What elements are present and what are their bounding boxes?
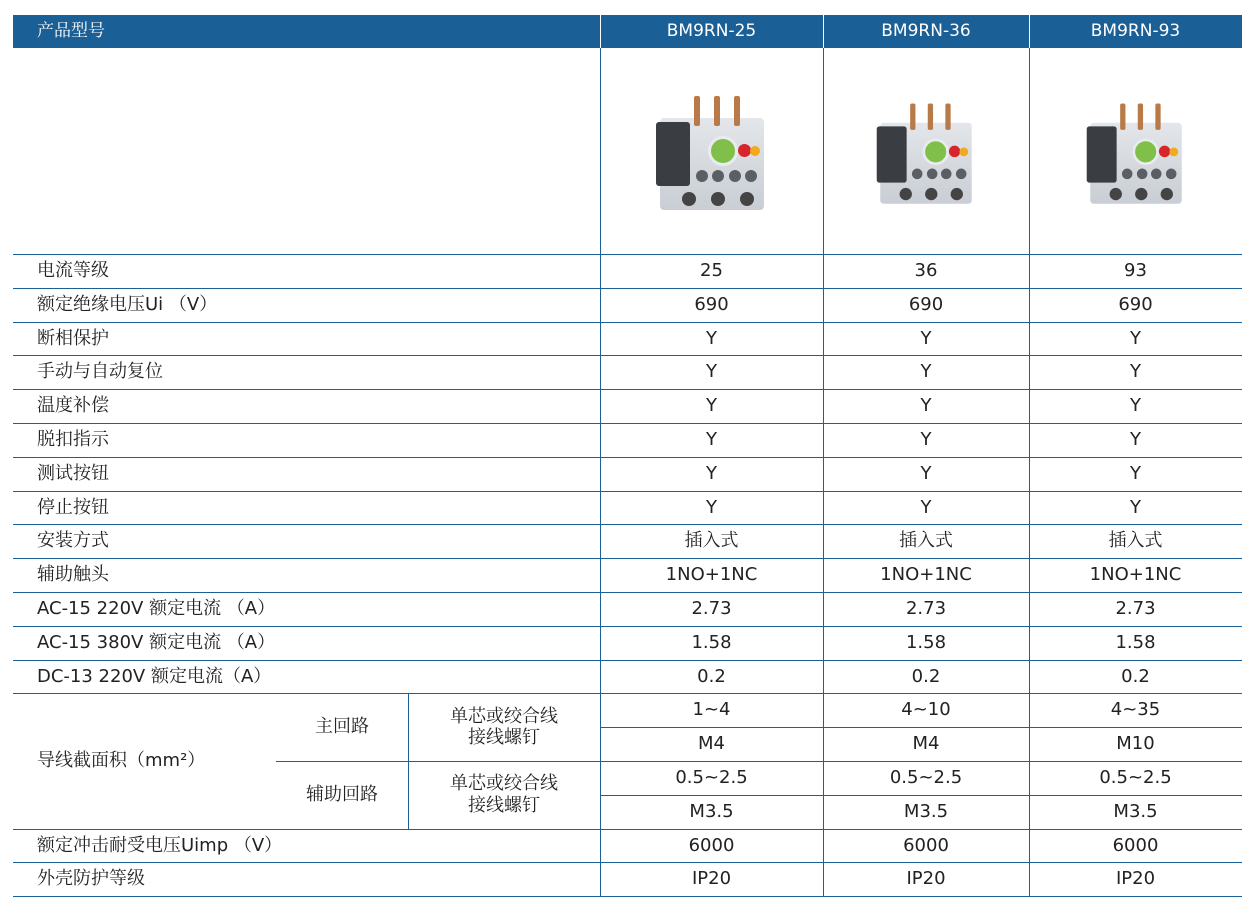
- row-label: AC-15 220V 额定电流 （A）: [37, 598, 276, 620]
- row-value: Y: [920, 327, 932, 349]
- relay-icon: [871, 103, 980, 212]
- row-label: 辅助触头: [37, 564, 109, 586]
- relay-icon: [650, 96, 774, 220]
- row-value: Y: [1130, 361, 1141, 383]
- row-value: Y: [706, 462, 717, 484]
- row-value: 插入式: [1108, 530, 1163, 552]
- main-circuit-sub: [408, 693, 600, 761]
- row-value: 25: [700, 260, 723, 282]
- wire-section-label: 导线截面积（mm²）: [37, 750, 206, 772]
- column-divider: [1029, 48, 1030, 896]
- row-value: 1.58: [691, 631, 732, 653]
- column-divider: [823, 48, 824, 896]
- row-label: AC-15 380V 额定电流 （A）: [37, 631, 276, 653]
- aux-circuit-label: 辅助回路: [306, 784, 378, 805]
- row-value: Y: [706, 429, 717, 451]
- wire-value: 4~35: [1110, 699, 1161, 721]
- wire-value: 4~10: [901, 699, 951, 721]
- row-value: 6000: [1112, 834, 1159, 856]
- screw-value: M3.5: [689, 800, 734, 822]
- row-divider: [600, 727, 1242, 728]
- row-value: 0.2: [697, 665, 726, 687]
- row-divider: [600, 795, 1242, 796]
- row-value: 2.73: [691, 598, 732, 620]
- row-value: Y: [1130, 327, 1141, 349]
- row-value: Y: [706, 395, 717, 417]
- screw-value: M3.5: [1113, 800, 1158, 822]
- row-label: 测试按钮: [37, 462, 109, 484]
- main-circuit-label: 主回路: [315, 716, 369, 738]
- row-value: 1.58: [1115, 631, 1156, 653]
- row-value: Y: [706, 327, 717, 349]
- row-label: 脱扣指示: [37, 429, 109, 451]
- screw-value: M4: [698, 733, 725, 755]
- screw-value: M3.5: [903, 800, 949, 822]
- column-divider: [1029, 15, 1030, 48]
- header-label: 产品型号: [37, 21, 105, 42]
- row-value: 0.2: [1121, 665, 1150, 687]
- sub-line: 单芯或绞合线: [450, 705, 558, 727]
- row-value: 1NO+1NC: [880, 564, 972, 586]
- row-value: 690: [908, 293, 944, 315]
- row-value: Y: [1130, 462, 1141, 484]
- row-value: 0.2: [911, 665, 941, 687]
- wire-value: 0.5~2.5: [1099, 767, 1172, 789]
- sub-line: 单芯或绞合线: [450, 773, 558, 795]
- row-label: 断相保护: [37, 327, 109, 349]
- relay-icon: [1081, 103, 1190, 212]
- model-header: BM9RN-25: [666, 21, 757, 42]
- row-value: 1NO+1NC: [665, 564, 758, 586]
- row-label: 额定冲击耐受电压Uimp （V）: [37, 834, 283, 856]
- row-value: Y: [1130, 496, 1141, 518]
- row-value: IP20: [691, 868, 732, 890]
- row-label: 手动与自动复位: [37, 361, 163, 383]
- row-value: 6000: [903, 834, 949, 856]
- sub-line: 接线螺钉: [468, 794, 540, 816]
- row-value: 93: [1124, 260, 1147, 282]
- row-value: Y: [920, 395, 932, 417]
- row-value: Y: [920, 361, 932, 383]
- row-value: 36: [914, 260, 938, 282]
- row-label: 停止按钮: [37, 496, 109, 518]
- model-header: BM9RN-93: [1090, 21, 1181, 42]
- row-value: 6000: [688, 834, 735, 856]
- row-divider: [13, 896, 1242, 897]
- screw-value: M4: [912, 733, 940, 755]
- row-value: 2.73: [1115, 598, 1156, 620]
- wire-value: 1~4: [692, 699, 731, 721]
- row-value: 690: [694, 293, 729, 315]
- row-value: 插入式: [899, 530, 953, 552]
- aux-circuit-sub: [408, 761, 600, 829]
- row-value: 1.58: [905, 631, 947, 653]
- model-header: BM9RN-36: [881, 21, 971, 42]
- wire-value: 0.5~2.5: [675, 767, 748, 789]
- column-divider: [823, 15, 824, 48]
- row-value: IP20: [1115, 868, 1156, 890]
- row-value: Y: [706, 361, 717, 383]
- row-value: Y: [920, 462, 932, 484]
- row-label: DC-13 220V 额定电流（A）: [37, 665, 272, 687]
- column-divider: [600, 48, 601, 896]
- row-value: Y: [1130, 395, 1141, 417]
- row-label: 额定绝缘电压Ui （V）: [37, 293, 218, 315]
- row-value: 1NO+1NC: [1089, 564, 1182, 586]
- row-value: 690: [1118, 293, 1153, 315]
- row-value: Y: [1130, 429, 1141, 451]
- row-label: 外壳防护等级: [37, 868, 145, 890]
- column-divider: [408, 693, 409, 828]
- row-value: Y: [706, 496, 717, 518]
- row-label: 安装方式: [37, 530, 109, 552]
- row-label: 电流等级: [37, 260, 109, 282]
- column-divider: [600, 15, 601, 48]
- row-value: IP20: [906, 868, 946, 890]
- sub-line: 接线螺钉: [468, 727, 540, 749]
- row-value: Y: [920, 496, 932, 518]
- row-value: 2.73: [905, 598, 947, 620]
- row-value: Y: [920, 429, 932, 451]
- wire-value: 0.5~2.5: [889, 767, 963, 789]
- row-value: 插入式: [684, 530, 739, 552]
- screw-value: M10: [1116, 733, 1155, 755]
- row-label: 温度补偿: [37, 395, 109, 417]
